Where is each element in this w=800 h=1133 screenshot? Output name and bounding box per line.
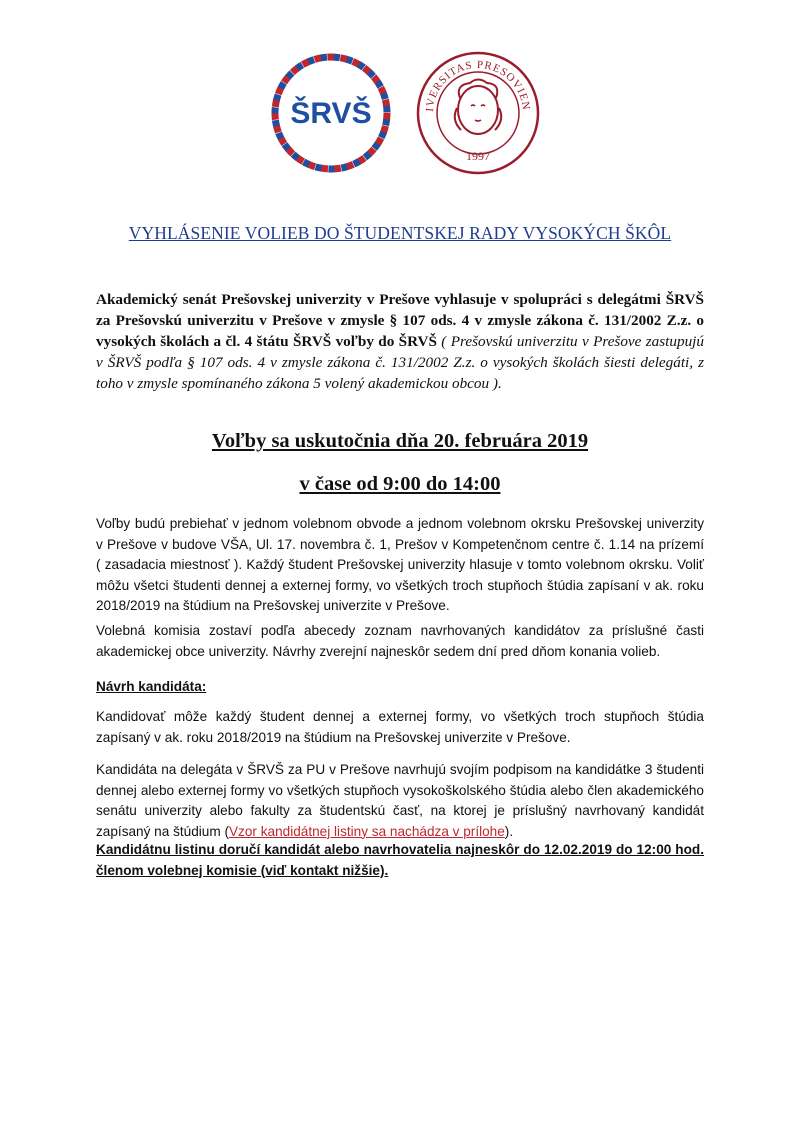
candidate-heading: Návrh kandidáta: [96,679,207,694]
deadline-paragraph: Kandidátnu listinu doručí kandidát alebo navrhovatelia najneskôr do 12.02.2019 do 12:00 hod. členom volebnej komisie (viď kontakt nižšie). [96,842,704,878]
svg-text:UNIVERSITAS PRESOVIENSIS: IVERSITAS PRESOVIEN [423,58,533,113]
intro-paragraph [96,289,704,394]
intro-italic-text: ( Prešovskú univerzitu v Prešove zastupujú v ŠRVŠ podľa § 107 ods. 4 v zmysle zákona č. 131/2002 Z.z. o vysokých školách šiesti delegáti, z toho v zmysle spomínaného zákona 5 volený akademickou obcou ). [96,333,704,392]
nomination-close: ). [504,823,514,839]
location-paragraph: Voľby budú prebiehať v jednom volebnom obvode a jednom volebnom okrsku Prešovskej univerzity v Prešove v budove VŠA, Ul. 17. novembra č. 1, Prešov v Kompetenčnom centre č. 1.14 na prízemí ( zasadacia miestnosť ). Každý študent Prešovskej univerzity hlasuje v tomto volebnom okrsku. Voliť môžu všetci študenti dennej a externej formy, vo všetkých troch stupňoch štúdia zapísaní v ak. roku 2018/2019 na štúdium na Prešovskej univerzite v Prešove. [96,516,704,613]
seal-year: 1997 [466,149,490,163]
srvs-logo [268,50,394,176]
template-attachment-link[interactable]: Vzor kandidátnej listiny sa nachádza v prílohe [228,823,505,839]
election-time: v čase od 9:00 do 14:00 [299,473,501,495]
nomination-paragraph [96,760,704,842]
candidate-paragraph: Kandidovať môže každý študent dennej a externej formy, vo všetkých troch stupňoch štúdia zapísaný v ak. roku 2018/2019 na štúdium na Prešovskej univerzite v Prešove. [96,709,704,745]
intro-bold-text: Akademický senát Prešovskej univerzity v Prešove vyhlasuje v spolupráci s delegátmi ŠRVŠ za Prešovskú univerzitu v Prešove v zmysle § 107 ods. 4 v zmysle zákona č. 131/2002 Z.z. o vysokých školách a čl. 4 štátu ŠRVŠ voľby do ŠRVŠ [96,291,704,350]
nomination-text: Kandidáta na delegáta v ŠRVŠ za PU v Prešove navrhujú svojím podpisom na kandidátke 3 študenti dennej alebo externej formy vo všetkých stupňoch vysokoškolského štúdia alebo člen akademického senátu univerzity alebo fakulty za študentskú časť, na ktorej je príslušný navrhovaný kandidát zapísaný na štúdium ( [96,762,704,839]
document-title: VYHLÁSENIE VOLIEB DO ŠTUDENTSKEJ RADY VYSOKÝCH ŠKÔL [128,223,672,243]
university-seal-logo [415,50,541,176]
election-date: Voľby sa uskutočnia dňa 20. februára 2019 [211,430,589,452]
svg-text:ŠRVŠ: ŠRVŠ [290,97,372,130]
commission-paragraph: Volebná komisia zostaví podľa abecedy zoznam navrhovaných kandidátov za príslušné časti akademickej obce univerzity. Návrhy zverejní najneskôr sedem dní pred dňom konania volieb. [96,623,704,659]
